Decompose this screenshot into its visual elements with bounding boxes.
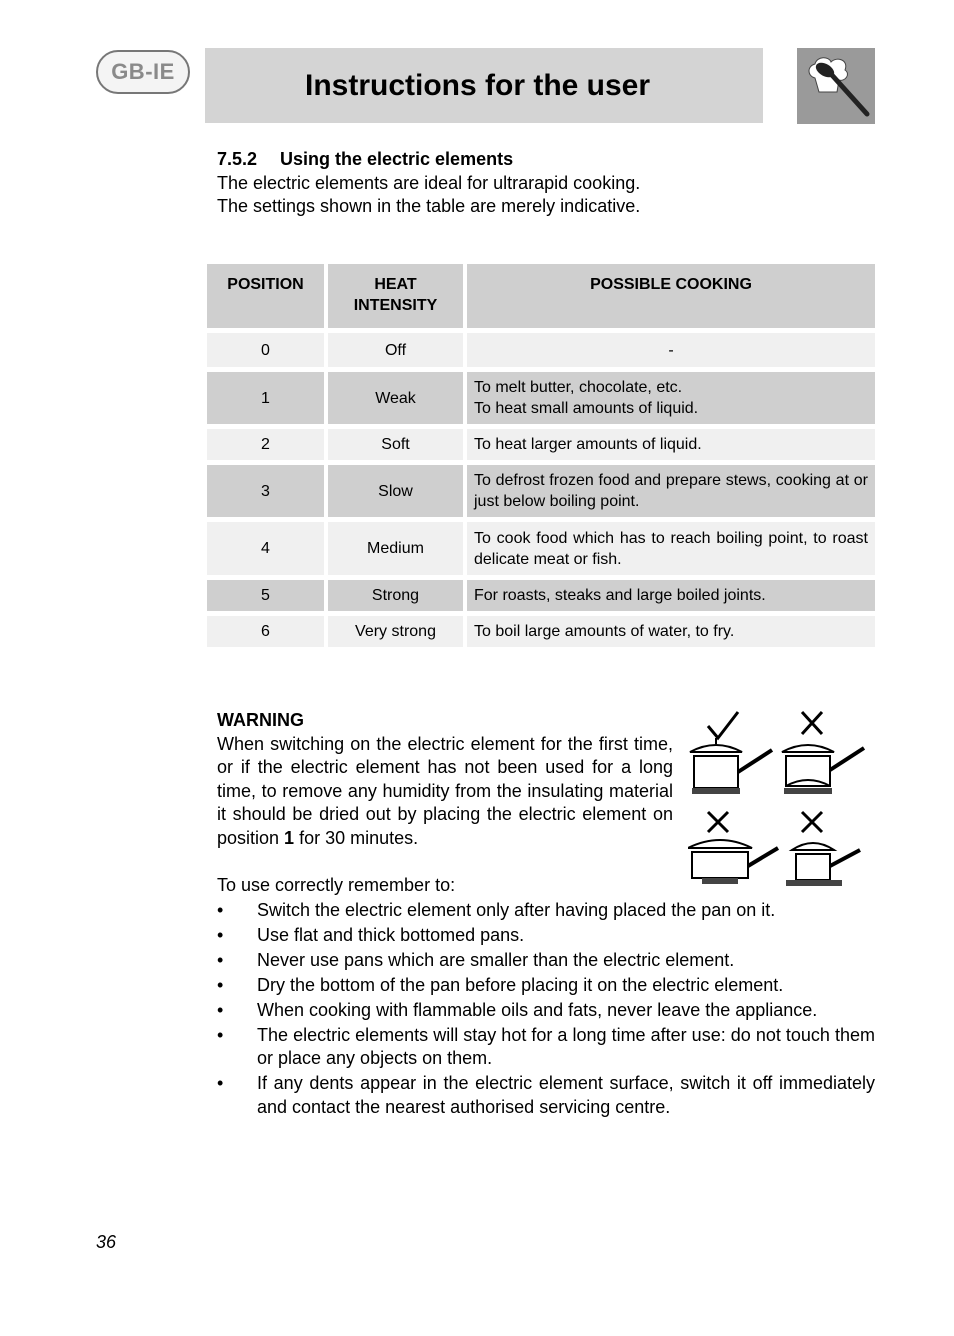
row-position: 3 <box>207 465 324 517</box>
page-number: 36 <box>96 1232 117 1252</box>
row-cooking: To heat larger amounts of liquid. <box>467 429 875 460</box>
language-badge: GB-IE <box>96 50 190 94</box>
table-header-row <box>207 264 875 328</box>
table-row <box>207 580 875 611</box>
row-position: 2 <box>207 429 324 460</box>
row-intensity: Soft <box>328 429 463 460</box>
title-bar <box>205 48 763 123</box>
usage-list-block <box>217 874 875 1121</box>
row-position: 0 <box>207 333 324 367</box>
list-item: • Use flat and thick bottomed pans. <box>217 924 875 948</box>
list-item: • Switch the electric element only after having placed the pan on it. <box>217 899 875 923</box>
table-row <box>207 429 875 460</box>
row-intensity: Slow <box>328 465 463 517</box>
spoon-chef-hat-icon <box>797 48 875 124</box>
row-cooking: To defrost frozen food and prepare stews, cooking at or just below boiling point. <box>467 465 875 517</box>
list-item: • Never use pans which are smaller than the electric element. <box>217 949 875 973</box>
usage-list <box>217 899 875 1120</box>
page-title: Instructions for the user <box>305 68 651 102</box>
section-title: Using the electric elements <box>280 149 514 169</box>
header-position: POSITION <box>207 264 324 328</box>
table-row <box>207 616 875 647</box>
warning-title: WARNING <box>217 710 304 730</box>
warning-text: When switching on the electric element for the first time, or if the electric element has not been used for a long time, to remove any humidity from the insulating material it should be dried out by placing the electric element on position 1 for 30 minutes. <box>217 733 673 848</box>
section-heading <box>217 148 640 172</box>
intro-line-2: The settings shown in the table are merely indicative. <box>217 196 641 216</box>
list-item: • The electric elements will stay hot for a long time after use: do not touch them or place any objects on them. <box>217 1024 875 1071</box>
intro-line-1: The electric elements are ideal for ultrarapid cooking. <box>217 172 641 193</box>
row-intensity: Very strong <box>328 616 463 647</box>
table-row <box>207 333 875 367</box>
table-row <box>207 372 875 424</box>
wrong-pan-warped-icon <box>782 745 864 794</box>
section-number: 7.5.2 <box>217 149 258 169</box>
row-cooking: - <box>467 333 875 367</box>
table-row <box>207 522 875 575</box>
row-position: 1 <box>207 372 324 424</box>
cross-icon <box>802 812 822 832</box>
row-cooking: To boil large amounts of water, to fry. <box>467 616 875 647</box>
row-position: 5 <box>207 580 324 611</box>
header-heat-intensity: HEAT INTENSITY <box>328 264 463 328</box>
list-item: • If any dents appear in the electric element surface, switch it off immediately and contact the nearest authorised servicing centre. <box>217 1072 875 1119</box>
row-cooking: To cook food which has to reach boiling point, to roast delicate meat or fish. <box>467 522 875 575</box>
list-item: • Dry the bottom of the pan before placing it on the electric element. <box>217 974 875 998</box>
row-intensity: Off <box>328 333 463 367</box>
heat-settings-table <box>207 264 875 652</box>
pan-usage-illustration <box>688 708 878 890</box>
row-intensity: Strong <box>328 580 463 611</box>
row-intensity: Weak <box>328 372 463 424</box>
cross-icon <box>708 812 728 832</box>
section-intro <box>217 148 640 219</box>
cross-icon <box>802 712 822 734</box>
row-intensity: Medium <box>328 522 463 575</box>
header-possible-cooking: POSSIBLE COOKING <box>467 264 875 328</box>
row-position: 6 <box>207 616 324 647</box>
table-row <box>207 465 875 517</box>
check-icon <box>708 712 738 738</box>
row-cooking: To melt butter, chocolate, etc. To heat small amounts of liquid. <box>467 372 875 424</box>
list-item: • When cooking with flammable oils and fats, never leave the appliance. <box>217 999 875 1023</box>
warning-block <box>217 709 673 850</box>
correct-pan-icon <box>690 738 772 794</box>
usage-intro: To use correctly remember to: <box>217 875 456 895</box>
row-position: 4 <box>207 522 324 575</box>
row-cooking: For roasts, steaks and large boiled joints. <box>467 580 875 611</box>
